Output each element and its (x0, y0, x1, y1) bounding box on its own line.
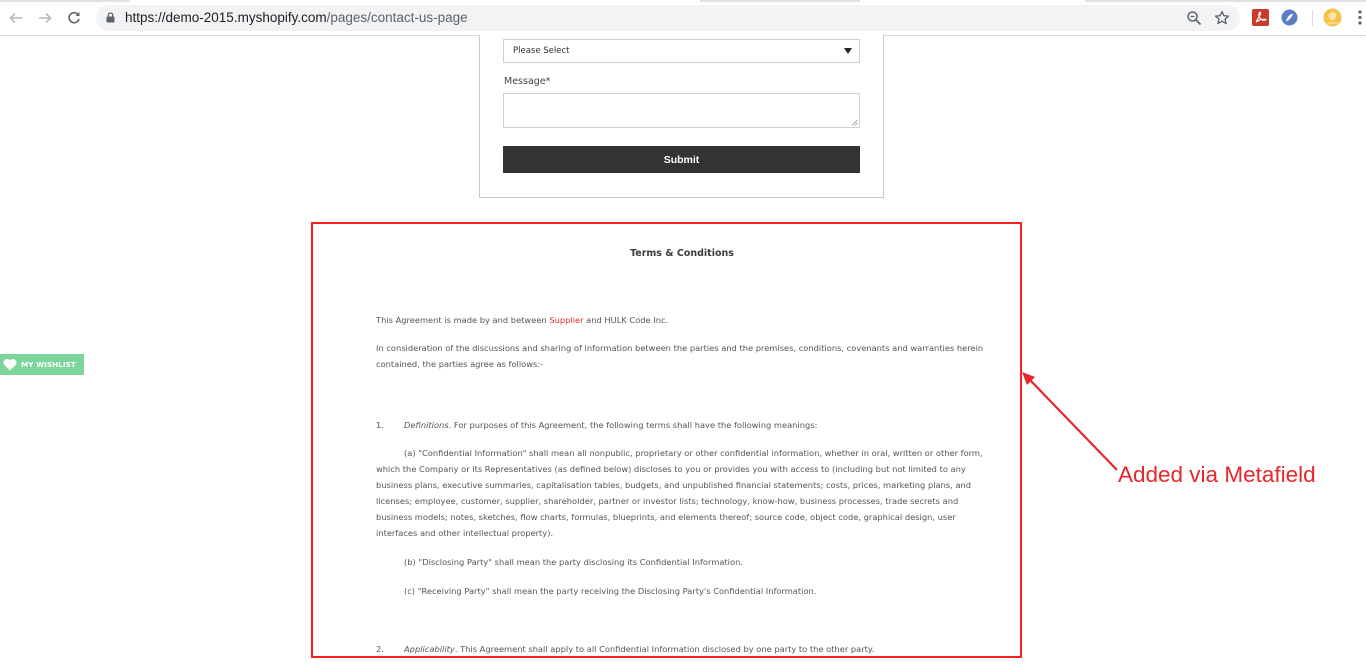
clause-term: Definitions (404, 420, 449, 430)
terms-clause-2 (376, 641, 988, 657)
terms-clause-1c: (c) "Receiving Party" shall mean the party receiving the Disclosing Party's Confidential Information. (404, 586, 817, 596)
terms-consideration: In consideration of the discussions and sharing of information between the parties and the premises, conditions, covenants and warranties herein contained, the parties agree as follows:- (376, 343, 984, 369)
topic-select[interactable] (503, 39, 860, 63)
terms-clause-1a: (a) "Confidential Information" shall mean all nonpublic, proprietary or other confidential information, whether in oral, written or other form, which the Company or its Representatives (as defined below) discloses to you or provides you with access to (including but not limited to any business plans, executive summaries, capitalisation tables, budgets, and unpublished financial statements; costs, prices, marketing plans, and licenses; employee, customer, supplier, shareholder, partner or investor lists; technology, know-how, business processes, trade secrets and business models; notes, sketches, flow charts, formulas, blueprints, and elements thereof; source code, object code, graphical design, user interfaces and other intellectual property). (376, 448, 983, 538)
magnifier-icon[interactable] (1186, 10, 1202, 26)
supplier-link[interactable]: Supplier (549, 315, 584, 325)
terms-title: Terms & Conditions (630, 248, 734, 259)
wishlist-button[interactable] (0, 354, 84, 375)
forward-button[interactable] (35, 8, 55, 28)
clause-number: 2. (376, 644, 384, 654)
topic-select-value: Please Select (513, 46, 570, 56)
address-bar[interactable] (96, 5, 1240, 31)
clause-text: . For purposes of this Agreement, the following terms shall have the following meanings: (448, 420, 818, 430)
clause-text: . This Agreement shall apply to all Confidential Information disclosed by one party to the other party. (454, 644, 875, 654)
back-button[interactable] (6, 8, 26, 28)
tab-strip-edge (0, 0, 130, 2)
reload-button[interactable] (64, 8, 84, 28)
browser-toolbar (0, 0, 1366, 36)
clause-number: 1. (376, 420, 384, 430)
message-textarea[interactable] (503, 93, 860, 128)
terms-intro-after: and HULK Code Inc. (583, 315, 669, 325)
clause-term: Applicability (404, 644, 455, 654)
terms-intro (376, 312, 988, 328)
feather-extension-icon[interactable] (1281, 9, 1298, 26)
terms-intro-before: This Agreement is made by and between (376, 315, 550, 325)
arrow-left-icon (9, 11, 23, 25)
contact-form (479, 35, 884, 198)
terms-clause-1b: (b) "Disclosing Party" shall mean the party disclosing its Confidential Information. (404, 557, 743, 567)
lock-icon (106, 12, 115, 23)
pdf-extension-icon[interactable] (1252, 9, 1269, 26)
submit-button[interactable]: Submit (503, 146, 860, 173)
tab-strip-edge (700, 0, 860, 2)
caret-down-icon (844, 48, 852, 54)
url-text[interactable] (125, 5, 468, 31)
toolbar-separator (1312, 10, 1313, 26)
reload-icon (67, 11, 81, 25)
avatar-icon[interactable] (1323, 8, 1342, 27)
wishlist-label: MY WISHLIST (21, 360, 76, 369)
terms-section (376, 245, 988, 657)
arrow-right-icon (38, 11, 52, 25)
url-host: https://demo-2015.myshopify.com (125, 10, 327, 25)
message-label: Message* (504, 76, 551, 87)
heart-icon (3, 358, 17, 371)
resize-grip-icon[interactable] (851, 119, 858, 126)
tab-strip-edge (1085, 0, 1366, 2)
terms-clause-1 (376, 417, 988, 433)
star-icon[interactable] (1214, 10, 1230, 26)
kebab-menu-icon[interactable] (1356, 9, 1364, 26)
url-path: /pages/contact-us-page (326, 10, 468, 25)
annotation-label: Added via Metafield (1118, 462, 1316, 487)
